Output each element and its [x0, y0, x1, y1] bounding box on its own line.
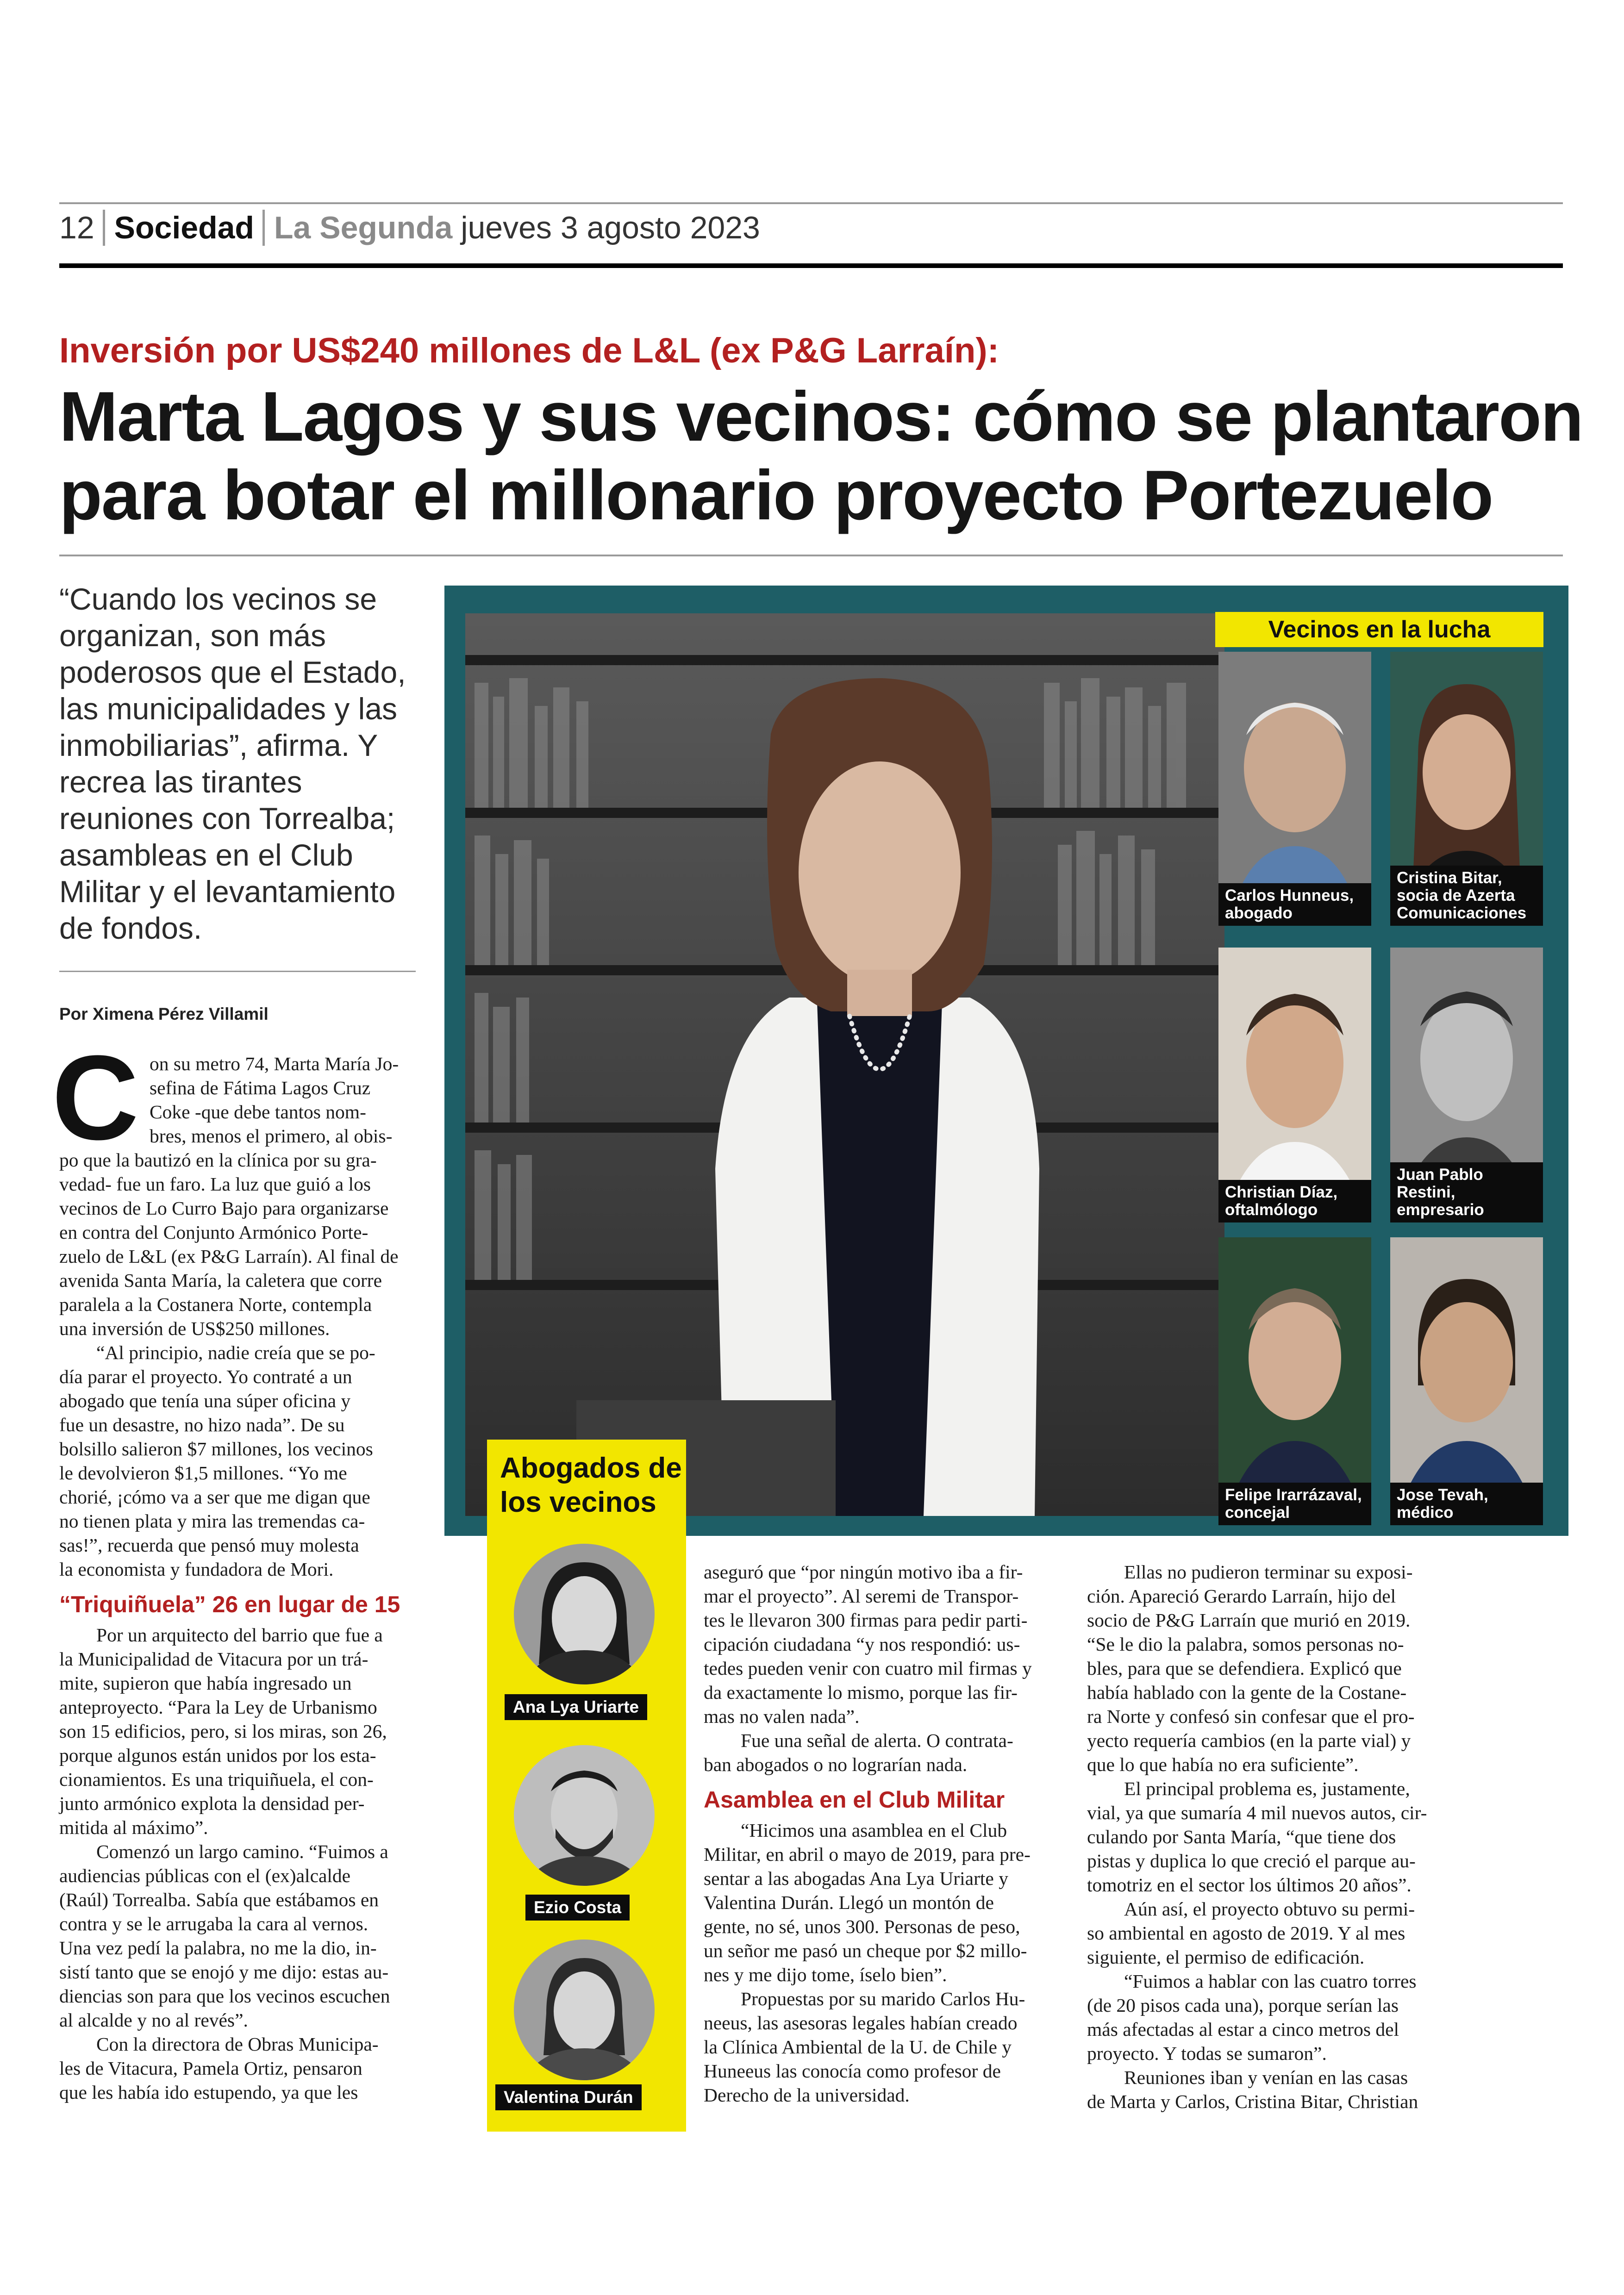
text-line: ban abogados o no lograrían nada. — [704, 1754, 968, 1775]
text-line: la economista y fundadora de Mori. — [59, 1559, 334, 1580]
text-line: tes le llevaron 300 firmas para pedir parti- — [704, 1609, 1028, 1631]
caption: Christian Díaz, oftalmólogo — [1218, 1180, 1371, 1222]
deck-line: de fondos. — [59, 911, 202, 945]
section-name: Sociedad — [103, 210, 254, 246]
text-line: Una vez pedí la palabra, no me la dio, in- — [59, 1937, 377, 1958]
text-line: Comenzó un largo camino. “Fuimos a — [96, 1841, 388, 1862]
photo-ana-lya-uriarte — [514, 1544, 655, 1684]
text-line: ra Norte y confesó sin confesar que el pro- — [1087, 1706, 1415, 1727]
text-line: anteproyecto. “Para la Ley de Urbanismo — [59, 1696, 377, 1718]
text-line: yecto requería cambios (en la parte vial) y — [1087, 1730, 1411, 1751]
text-line: on su metro 74, Marta María Jo- — [150, 1053, 399, 1074]
headline-line: Marta Lagos y sus vecinos: cómo se plantaron — [59, 377, 1583, 456]
text-line: la Municipalidad de Vitacura por un trá- — [59, 1648, 369, 1670]
byline: Por Ximena Pérez Villamil — [59, 1004, 269, 1023]
text-line: cipación ciudadana “y nos respondió: us- — [704, 1634, 1020, 1655]
text-line: les de Vitacura, Pamela Ortiz, pensaron — [59, 2058, 362, 2079]
text-line: so ambiental en agosto de 2019. Y al mes — [1087, 1922, 1405, 1944]
text-line: vial, ya que sumaría 4 mil nuevos autos, cir- — [1087, 1802, 1427, 1823]
text-line: “Hicimos una asamblea en el Club — [741, 1820, 1007, 1841]
text-line: proyecto. Y todas se sumaron”. — [1087, 2043, 1327, 2064]
text-line: tedes pueden venir con cuatro mil firmas y — [704, 1658, 1032, 1679]
text-line: da exactamente lo mismo, porque las fir- — [704, 1682, 1018, 1703]
text-line: un señor me pasó un cheque por $2 millo- — [704, 1940, 1027, 1961]
text-line: gente, no sé, unos 300. Personas de peso, — [704, 1916, 1020, 1937]
text-line: bles, para que se defendiera. Explicó que — [1087, 1658, 1402, 1679]
text-line: una inversión de US$250 millones. — [59, 1318, 330, 1339]
kicker: Inversión por US$240 millones de L&L (ex P&G Larraín): — [59, 331, 999, 370]
text-line: mite, supieron que había ingresado un — [59, 1672, 352, 1694]
photo-felipe-irarrazaval — [1218, 1237, 1371, 1525]
headline-line: para botar el millonario proyecto Portezuelo — [59, 456, 1493, 535]
text-line: fue un desastre, no hizo nada”. De su — [59, 1414, 345, 1435]
text-line: Fue una señal de alerta. O contrata- — [741, 1730, 1013, 1751]
text-line: diencias son para que los vecinos escuchen — [59, 1985, 390, 2007]
text-line: Huneeus las conocía como profesor de — [704, 2060, 1001, 2082]
text-line: son 15 edificios, pero, si los miras, son 26, — [59, 1721, 387, 1742]
caption: Carlos Hunneus, abogado — [1218, 883, 1371, 926]
text-line: El principal problema es, justamente, — [1124, 1778, 1410, 1799]
text-line: paralela a la Costanera Norte, contempla — [59, 1294, 372, 1315]
text-line: pistas y duplica lo que creció el parque au- — [1087, 1850, 1416, 1871]
deck-line: Militar y el levantamiento — [59, 874, 396, 909]
caption: Jose Tevah, médico — [1390, 1483, 1543, 1525]
name-valentina-duran: Valentina Durán — [495, 2084, 642, 2110]
text-line: más afectadas al estar a cinco metros del — [1087, 2019, 1399, 2040]
text-line: Aún así, el proyecto obtuvo su permi- — [1124, 1898, 1415, 1920]
text-line: ción. Apareció Gerardo Larraín, hijo del — [1087, 1585, 1396, 1607]
text-line: mar el proyecto”. Al seremi de Transpor- — [704, 1585, 1019, 1607]
text-line: contra y se le arrugaba la cara al vernos. — [59, 1913, 369, 1934]
photo-juan-pablo-restini — [1390, 948, 1543, 1222]
text-line: avenida Santa María, la caletera que corre — [59, 1270, 382, 1291]
name-ana-lya-uriarte: Ana Lya Uriarte — [505, 1694, 647, 1720]
deck-line: poderosos que el Estado, — [59, 655, 406, 689]
text-line: de Marta y Carlos, Cristina Bitar, Christian — [1087, 2091, 1418, 2112]
caption: Cristina Bitar, socia de Azerta Comunicaciones — [1390, 866, 1543, 926]
deck-rule — [59, 971, 416, 972]
deck-line: asambleas en el Club — [59, 838, 353, 872]
text-line: siguiente, el permiso de edificación. — [1087, 1946, 1365, 1968]
photo-carlos-hunneus — [1218, 652, 1371, 926]
text-line: cionamientos. Es una triquiñuela, el con- — [59, 1769, 374, 1790]
text-line: junto armónico explota la densidad per- — [59, 1793, 365, 1814]
caption: Juan Pablo Restini, empresario — [1390, 1162, 1543, 1222]
text-line: bres, menos el primero, al obis- — [150, 1125, 393, 1147]
photo-ezio-costa — [514, 1745, 655, 1886]
text-line: sas!”, recuerda que pensó muy molesta — [59, 1534, 359, 1556]
deck — [59, 581, 425, 947]
text-line: tomotriz en el sector los últimos 20 años”. — [1087, 1874, 1412, 1896]
photo-christian-diaz — [1218, 948, 1371, 1222]
name-ezio-costa: Ezio Costa — [525, 1895, 630, 1921]
text-line: zuelo de L&L (ex P&G Larraín). Al final de — [59, 1246, 399, 1267]
deck-line: “Cuando los vecinos se — [59, 582, 377, 616]
text-line: “Se le dio la palabra, somos personas no- — [1087, 1634, 1404, 1655]
body-column-1 — [59, 1052, 425, 2104]
photo-valentina-duran — [514, 1940, 655, 2080]
issue-date: jueves 3 agosto 2023 — [461, 210, 760, 245]
text-line: Propuestas por su marido Carlos Hu- — [741, 1988, 1025, 2009]
caption: Felipe Irarrázaval, concejal — [1218, 1483, 1371, 1525]
text-line: Derecho de la universidad. — [704, 2084, 910, 2106]
deck-line: recrea las tirantes — [59, 765, 302, 799]
deck-line: inmobiliarias”, afirma. Y — [59, 728, 378, 762]
text-line: Con la directora de Obras Municipa- — [96, 2033, 379, 2055]
photo-jose-tevah — [1390, 1237, 1543, 1525]
text-line: culando por Santa María, “que tiene dos — [1087, 1826, 1396, 1847]
vecinos-label: Vecinos en la lucha — [1215, 612, 1543, 647]
column-subhead: Asamblea en el Club Militar — [704, 1787, 1005, 1813]
text-line: Ellas no pudieron terminar su exposi- — [1124, 1561, 1413, 1583]
text-line: mitida al máximo”. — [59, 1817, 208, 1838]
text-line: chorié, ¡cómo va a ser que me digan que — [59, 1486, 370, 1508]
text-line: audiencias públicas con el (ex)alcalde — [59, 1865, 351, 1886]
folio — [59, 209, 760, 246]
deck-line: reuniones con Torrealba; — [59, 801, 395, 836]
text-line: Reuniones iban y venían en las casas — [1124, 2067, 1408, 2088]
headline-rule — [59, 555, 1563, 556]
text-line: porque algunos están unidos por los esta- — [59, 1745, 376, 1766]
text-line: abogado que tenía una súper oficina y — [59, 1390, 351, 1411]
text-line: nes y me dijo tome, íselo bien”. — [704, 1964, 947, 1985]
body-column-2 — [704, 1560, 1065, 2107]
text-line: no tienen plata y mira las tremendas ca- — [59, 1510, 365, 1532]
main-photo-marta-lagos — [465, 613, 1224, 1516]
text-line: al alcalde y no al revés”. — [59, 2009, 248, 2031]
text-line: la Clínica Ambiental de la U. de Chile y — [704, 2036, 1012, 2058]
text-line: que les había ido estupendo, ya que les — [59, 2082, 358, 2103]
text-line: aseguró que “por ningún motivo iba a fir- — [704, 1561, 1023, 1583]
folio-bottom-rule — [59, 263, 1563, 268]
deck-line: las municipalidades y las — [59, 692, 398, 726]
text-line: que lo que había no era suficiente”. — [1087, 1754, 1359, 1775]
text-line: Coke -que debe tantos nom- — [150, 1101, 366, 1123]
text-line: sistí tanto que se enojó y me dijo: estas au- — [59, 1961, 389, 1983]
abogados-title: Abogados de los vecinos — [500, 1452, 682, 1518]
text-line: po que la bautizó en la clínica por su gra- — [59, 1149, 377, 1171]
text-line: mas no valen nada”. — [704, 1706, 860, 1727]
folio-top-rule — [59, 202, 1563, 204]
page-number: 12 — [59, 210, 94, 245]
text-line: (Raúl) Torrealba. Sabía que estábamos en — [59, 1889, 379, 1910]
text-line: le devolvieron $1,5 millones. “Yo me — [59, 1462, 347, 1484]
deck-line: organizan, son más — [59, 618, 326, 653]
text-line: en contra del Conjunto Armónico Porte- — [59, 1222, 369, 1243]
text-line: vecinos de Lo Curro Bajo para organizarse — [59, 1197, 389, 1219]
body-column-3 — [1087, 1560, 1453, 2114]
text-line: “Fuimos a hablar con las cuatro torres — [1124, 1971, 1417, 1992]
drop-cap: C — [52, 1031, 139, 1165]
text-line: bolsillo salieron $7 millones, los vecinos — [59, 1438, 373, 1459]
column-subhead: “Triquiñuela” 26 en lugar de 15 — [59, 1591, 400, 1617]
text-line: había hablado con la gente de la Costane- — [1087, 1682, 1407, 1703]
text-line: neeus, las asesoras legales habían creado — [704, 2012, 1018, 2033]
headline — [59, 377, 1583, 535]
text-line: socio de P&G Larraín que murió en 2019. — [1087, 1609, 1411, 1631]
photo-cristina-bitar — [1390, 652, 1543, 926]
text-line: Valentina Durán. Llegó un montón de — [704, 1892, 994, 1913]
text-line: sentar a las abogadas Ana Lya Uriarte y — [704, 1868, 1008, 1889]
text-line: vedad- fue un faro. La luz que guió a los — [59, 1173, 371, 1195]
text-line: Militar, en abril o mayo de 2019, para pre- — [704, 1844, 1031, 1865]
text-line: (de 20 pisos cada una), porque serían las — [1087, 1995, 1399, 2016]
text-line: sefina de Fátima Lagos Cruz — [150, 1077, 371, 1098]
text-line: “Al principio, nadie creía que se po- — [96, 1342, 375, 1363]
text-line: Por un arquitecto del barrio que fue a — [96, 1624, 383, 1646]
publication-name: La Segunda — [262, 210, 452, 246]
text-line: día parar el proyecto. Yo contraté a un — [59, 1366, 352, 1387]
